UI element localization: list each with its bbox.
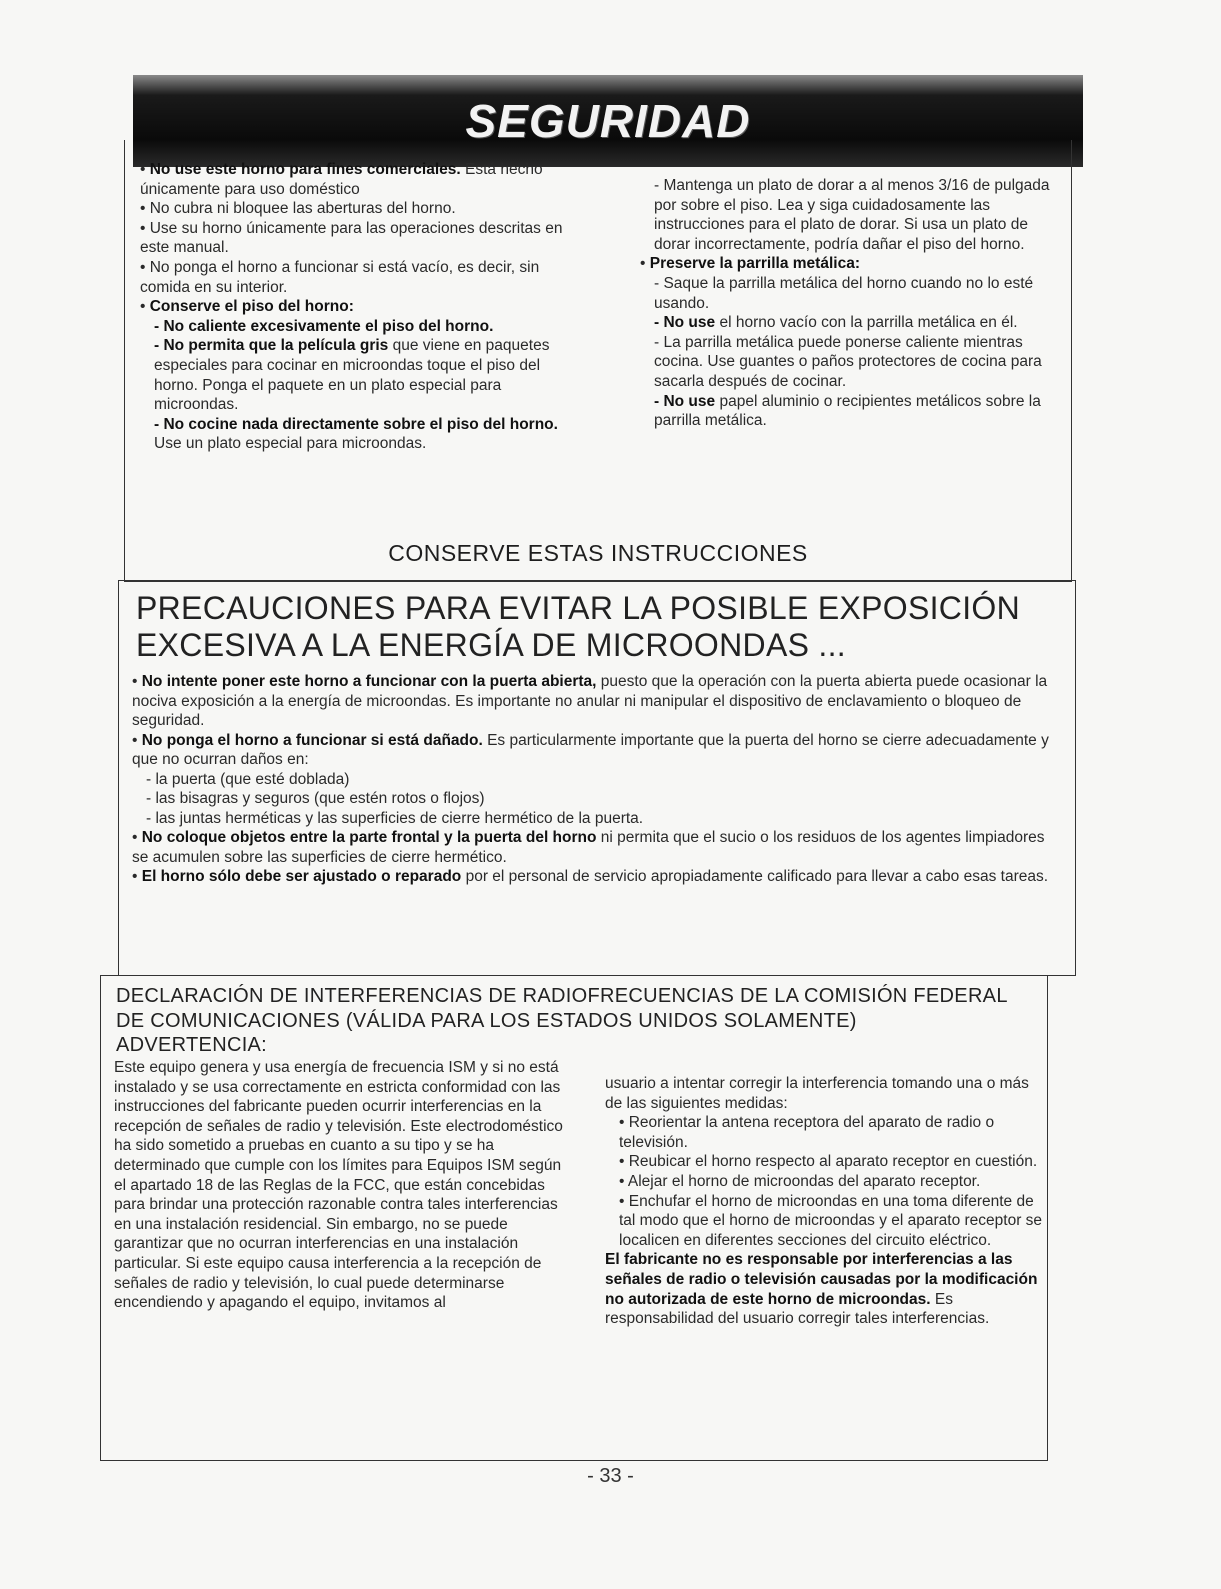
list-item: • Preserve la parrilla metálica: [640, 255, 860, 273]
declaracion-title [116, 984, 1036, 1058]
list-item: - No permita que la película gris que viene en paquetes especiales para cocinar en microondas toque el piso del horno. Ponga el paquete en un plato especial para microondas. [154, 337, 550, 414]
list-item: • No coloque objetos entre la parte frontal y la puerta del horno ni permita que el sucio o los residuos de los agentes limpiadores se acumulen sobre las superficies de cierre hermético. [132, 829, 1045, 866]
list-item: - las bisagras y seguros (que estén rotos o flojos) [146, 790, 485, 807]
conserve-instrucciones-heading: CONSERVE ESTAS INSTRUCCIONES [388, 540, 808, 566]
list-item: • Reubicar el horno respecto al aparato receptor en cuestión. [619, 1153, 1038, 1171]
list-item: - No use papel aluminio o recipientes metálicos sobre la parrilla metálica. [654, 392, 1041, 430]
list-item: • No cubra ni bloquee las aberturas del horno. [140, 200, 456, 218]
list-item: • El horno sólo debe ser ajustado o reparado por el personal de servicio apropiadamente calificado para llevar a cabo esas tareas. [132, 868, 1049, 885]
list-item: • Alejar el horno de microondas del aparato receptor. [619, 1172, 981, 1190]
list-item: • Conserve el piso del horno: [140, 298, 354, 316]
precauciones-title-line1: PRECAUCIONES PARA EVITAR LA POSIBLE EXPOSICIÓN [136, 590, 1020, 626]
declaracion-title-line1: DECLARACIÓN DE INTERFERENCIAS DE RADIOFRECUENCIAS DE LA COMISIÓN FEDERAL [116, 985, 1008, 1007]
list-item: - No caliente excesivamente el piso del horno. [154, 317, 494, 335]
list-item: - La parrilla metálica puede ponerse caliente mientras cocina. Use guantes o paños protectores de cocina para sacarla después de cocinar. [654, 333, 1042, 390]
list-item: - No cocine nada directamente sobre el piso del horno. Use un plato especial para microondas. [154, 415, 558, 453]
list-item: • No intente poner este horno a funcionar con la puerta abierta, puesto que la operación con la puerta abierta puede ocasionar la nociva exposición a la energía de microondas. Es importante no anular ni manipular el dispositivo de enclavamiento o bloqueo de seguridad. [132, 673, 1048, 729]
list-item: - No use el horno vacío con la parrilla metálica en él. [654, 314, 1018, 332]
list-item: • Enchufar el horno de microondas en una toma diferente de tal modo que el horno de microondas y el aparato receptor se localicen en diferentes secciones del circuito eléctrico. [619, 1192, 1043, 1249]
declaracion-left-column [114, 1058, 569, 1313]
banner-title: SEGURIDAD [465, 95, 751, 147]
list-item: • No ponga el horno a funcionar si está dañado. Es particularmente importante que la puerta del horno se cierre adecuadamente y que no ocurran daños en: [132, 731, 1049, 768]
list-item: • Reorientar la antena receptora del aparato de radio o televisión. [619, 1114, 995, 1151]
advertencia-heading: ADVERTENCIA: [116, 1034, 268, 1056]
list-item: - Mantenga un plato de dorar a al menos 3/16 de pulgada por sobre el piso. Lea y siga cuidadosamente las instrucciones para el plato de dorar. Si usa un plato de dorar incorrectamente, podría dañar el piso del horno. [654, 177, 1050, 253]
list-item: - las juntas herméticas y las superficies de cierre hermético de la puerta. [146, 809, 644, 827]
seguridad-right-column [640, 176, 1050, 431]
list-item: • Use su horno únicamente para las operaciones descritas en este manual. [140, 219, 563, 257]
list-item: • No ponga el horno a funcionar si está vacío, es decir, sin comida en su interior. [140, 258, 540, 296]
precauciones-body [132, 672, 1052, 887]
declaracion-right-intro: usuario a intentar corregir la interferencia tomando una o más de las siguientes medidas: [605, 1075, 1029, 1112]
precauciones-title-line2: EXCESIVA A LA ENERGÍA DE MICROONDAS ... [136, 627, 846, 663]
declaracion-right-column [605, 1074, 1045, 1329]
page-number: - 33 - [587, 1465, 634, 1487]
declaracion-left-text: Este equipo genera y usa energía de frecuencia ISM y si no está instalado y se usa correctamente en estricta conformidad con las instrucciones del fabricante pueden ocurrir interferencias en la recepción de señales de radio y televisión. Este electrodoméstico ha sido sometido a pruebas en cuanto a su tipo y se ha determinado que cumple con los límites para Equipos ISM según el apartado 18 de las Reglas de la FCC, que están concebidas para brindar una protección razonable contra tales interferencias en una instalación residencial. Sin embargo, no se puede garantizar que no ocurran interferencias en una instalación particular. Si este equipo causa interferencia a la recepción de señales de radio y televisión, lo cual puede determinarse encendiendo y apagando el equipo, invitamos al [114, 1059, 563, 1312]
list-item: • No use este horno para fines comerciales. Está hecho únicamente para uso doméstico [140, 161, 543, 198]
precauciones-title [136, 590, 1056, 664]
declaracion-title-line2: DE COMUNICACIONES (VÁLIDA PARA LOS ESTADOS UNIDOS SOLAMENTE) [116, 1009, 857, 1032]
declaracion-responsabilidad: El fabricante no es responsable por interferencias a las señales de radio o televisión causadas por la modificación no autorizada de este horno de microondas. Es responsabilidad del usuario corregir tales interferencias. [605, 1251, 1038, 1328]
seguridad-left-column [140, 160, 580, 454]
list-item: - Saque la parrilla metálica del horno cuando no lo esté usando. [654, 274, 1034, 312]
list-item: - la puerta (que esté doblada) [146, 770, 350, 788]
